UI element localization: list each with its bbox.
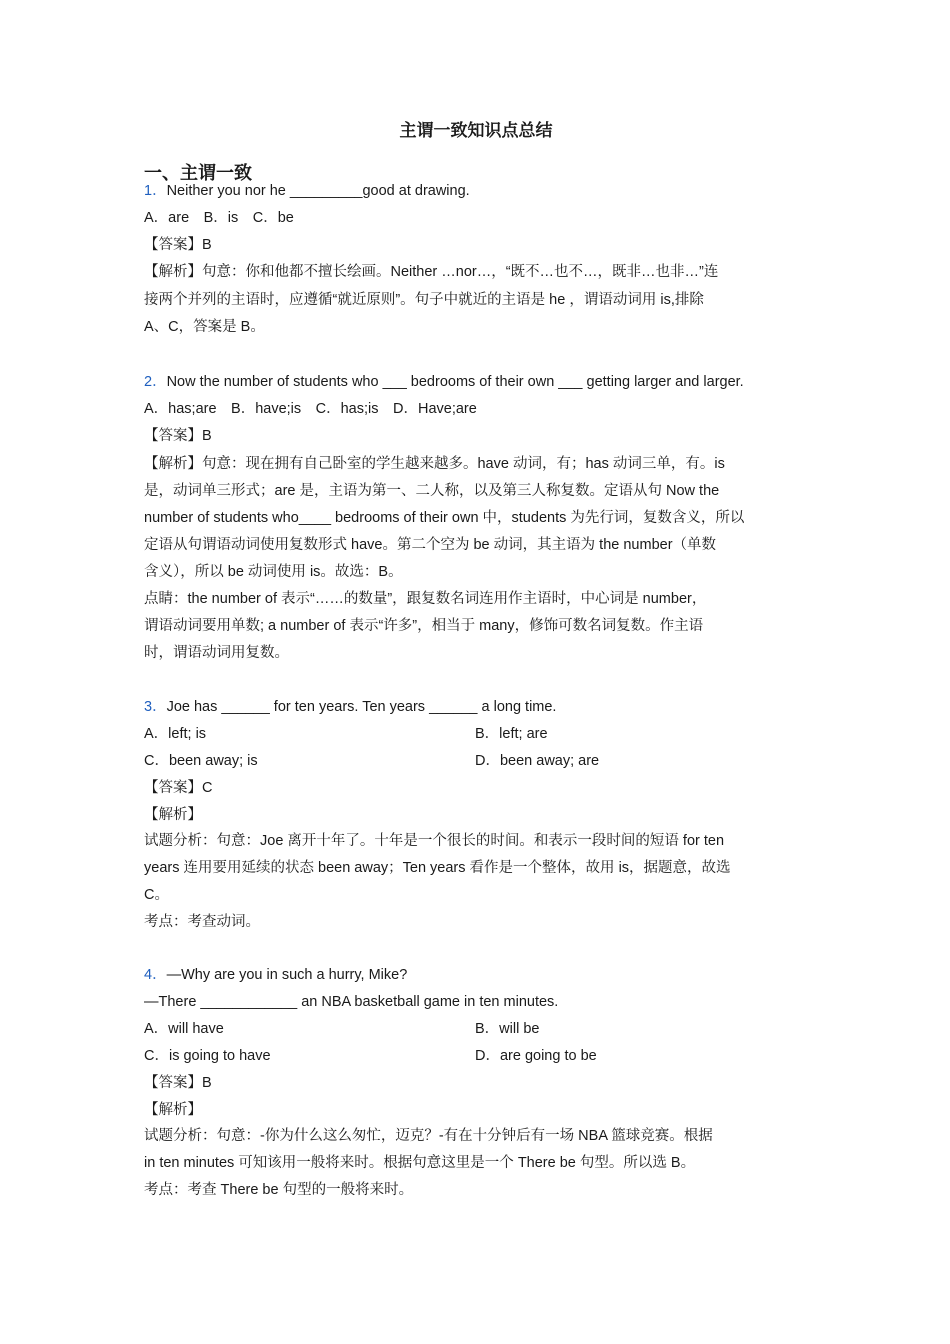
question-2-explanation-line: 是，动词单三形式；are 是，主语为第一、二人称，以及第三人称复数。定语从句 Now the bbox=[144, 483, 720, 499]
question-4-explanation-line: 试题分析：句意：-你为什么这么匆忙，迈克？-有在十分钟后有一场 NBA 篮球竞赛。根据 bbox=[144, 1128, 713, 1144]
question-4-point: 考点：考查 There be 句型的一般将来时。 bbox=[144, 1182, 414, 1198]
question-text: Joe has ______ for ten years. Ten years ______ a long time. bbox=[166, 699, 557, 715]
question-2-explanation-line: number of students who____ bedrooms of their own 中，students 为先行词，复数含义，所以 bbox=[144, 510, 745, 526]
page-title: 主谓一致知识点总结 bbox=[399, 121, 553, 140]
question-3-explanation-line: C。 bbox=[144, 887, 169, 903]
question-3-option-a: A．left; is bbox=[144, 726, 207, 742]
question-3-stem bbox=[144, 694, 556, 721]
question-2-note-line: 点睛：the number of 表示“……的数量”，跟复数名词连用作主语时，中心词是 number， bbox=[144, 591, 707, 607]
question-2-stem bbox=[144, 369, 744, 396]
question-3-option-b: B．left; are bbox=[475, 726, 548, 742]
question-2-answer: 【答案】B bbox=[144, 428, 212, 444]
question-number: 4． bbox=[144, 967, 167, 983]
section-heading: 一、主谓一致 bbox=[144, 163, 252, 183]
question-3-answer: 【答案】C bbox=[144, 780, 213, 796]
question-1-explanation-line: 【解析】句意：你和他都不擅长绘画。Neither …nor…，“既不…也不…，既非…也非…”连 bbox=[144, 264, 719, 280]
question-3-explanation-heading: 【解析】 bbox=[144, 807, 202, 823]
question-1-explanation-line: A、C，答案是 B。 bbox=[144, 319, 265, 335]
question-4-explanation-line: in ten minutes 可知该用一般将来时。根据句意这里是一个 There be 句型。所以选 B。 bbox=[144, 1155, 696, 1171]
question-1-stem bbox=[144, 178, 470, 205]
question-text: —Why are you in such a hurry, Mike? bbox=[166, 967, 408, 983]
question-text: Now the number of students who ___ bedrooms of their own ___ getting larger and larger. bbox=[166, 374, 744, 390]
question-text: Neither you nor he _________good at drawing. bbox=[166, 183, 470, 199]
question-4-stem bbox=[144, 962, 407, 989]
question-4-answer: 【答案】B bbox=[144, 1075, 212, 1091]
question-1-options: A．are B．is C．be bbox=[144, 210, 294, 226]
question-1-answer: 【答案】B bbox=[144, 237, 212, 253]
question-number: 3． bbox=[144, 699, 167, 715]
question-2-explanation-line: 【解析】句意：现在拥有自己卧室的学生越来越多。have 动词，有；has 动词三单，有。is bbox=[144, 456, 725, 472]
question-4-option-d: D．are going to be bbox=[475, 1048, 597, 1064]
question-2-explanation-line: 定语从句谓语动词使用复数形式 have。第二个空为 be 动词，其主语为 the number（单数 bbox=[144, 537, 717, 553]
question-4-option-c: C．is going to have bbox=[144, 1048, 271, 1064]
question-1-explanation-line: 接两个并列的主语时，应遵循“就近原则”。句子中就近的主语是 he ，谓语动词用 is,排除 bbox=[144, 292, 704, 308]
question-2-options: A．has;are B．have;is C．has;is D．Have;are bbox=[144, 401, 477, 417]
question-3-explanation-line: 试题分析：句意：Joe 离开十年了。十年是一个很长的时间。和表示一段时间的短语 for ten bbox=[144, 833, 725, 849]
question-4-option-b: B．will be bbox=[475, 1021, 540, 1037]
question-4-stem-line-2: —There ____________ an NBA basketball game in ten minutes. bbox=[144, 994, 559, 1010]
question-3-explanation-line: years 连用要用延续的状态 been away；Ten years 看作是一个整体，故用 is，据题意，故选 bbox=[144, 860, 731, 876]
question-number: 1． bbox=[144, 183, 167, 199]
question-4-option-a: A．will have bbox=[144, 1021, 224, 1037]
question-3-point: 考点：考查动词。 bbox=[144, 914, 260, 930]
question-number: 2． bbox=[144, 374, 167, 390]
question-4-explanation-heading: 【解析】 bbox=[144, 1102, 202, 1118]
question-3-option-c: C．been away; is bbox=[144, 753, 258, 769]
question-2-note-line: 时，谓语动词用复数。 bbox=[144, 645, 289, 661]
question-3-option-d: D．been away; are bbox=[475, 753, 600, 769]
question-2-explanation-line: 含义），所以 be 动词使用 is。故选：B。 bbox=[144, 564, 403, 580]
question-2-note-line: 谓语动词要用单数; a number of 表示“许多”，相当于 many，修饰可数名词复数。作主语 bbox=[144, 618, 704, 634]
